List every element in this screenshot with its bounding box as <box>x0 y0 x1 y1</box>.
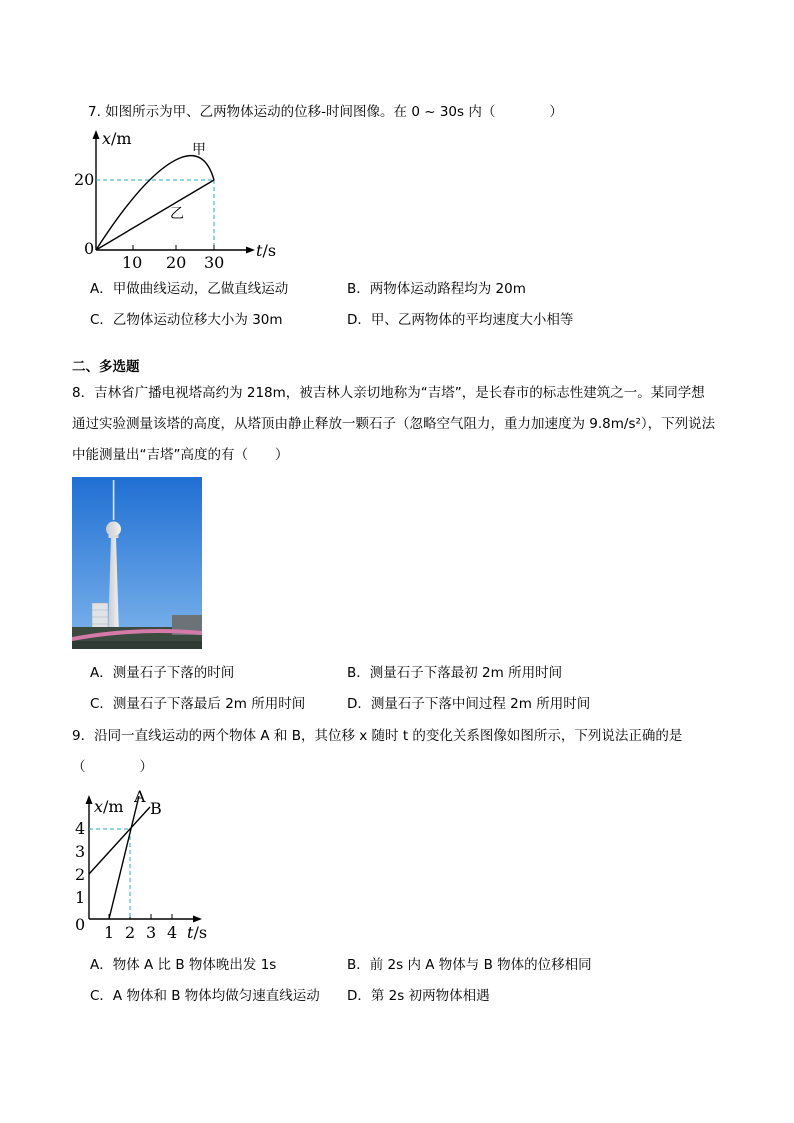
q9-line-b <box>89 807 150 874</box>
q7-label-jia: 甲 <box>192 142 206 158</box>
q9-y-tick-4: 4 <box>75 819 86 838</box>
svg-text:x/m <box>102 129 132 148</box>
q7-graph <box>74 128 300 274</box>
q7-option-b: B．两物体运动路程均为 20m <box>347 281 526 297</box>
q7-line-yi <box>96 180 214 250</box>
q7-x-arrow <box>246 247 255 254</box>
q8-option-c: C．测量石子下落最后 2m 所用时间 <box>90 696 306 712</box>
q9-option-a: A．物体 A 比 B 物体晚出发 1s <box>90 957 277 973</box>
q7-curve-jia <box>96 156 214 250</box>
q7-label-yi: 乙 <box>170 206 184 222</box>
q7-y-tick-20: 20 <box>74 170 95 189</box>
section-title-multi-choice: 二、多选题 <box>72 359 140 375</box>
q9-x-tick-4: 4 <box>167 923 178 942</box>
q8-option-d: D．测量石子下落中间过程 2m 所用时间 <box>347 696 591 712</box>
q8-option-b: B．测量石子下落最初 2m 所用时间 <box>347 665 563 681</box>
q9-graph <box>72 786 222 946</box>
q8-stem-line3: 中能测量出“吉塔”高度的有（ ） <box>72 447 289 463</box>
q9-option-c: C．A 物体和 B 物体均做匀速直线运动 <box>90 988 320 1004</box>
q9-x-unit: /s <box>193 923 208 942</box>
q9-x-tick-2: 2 <box>125 923 136 942</box>
q9-y-tick-2: 2 <box>75 865 86 884</box>
q9-origin: 0 <box>75 915 86 934</box>
q9-option-b: B．前 2s 内 A 物体与 B 物体的位移相同 <box>347 957 592 973</box>
svg-text:t/s <box>256 241 276 260</box>
q9-option-d: D．第 2s 初两物体相遇 <box>347 988 490 1004</box>
tower-sphere <box>106 522 121 537</box>
q8-stem-line2: 通过实验测量该塔的高度，从塔顶由静止释放一颗石子（忽略空气阻力，重力加速度为 9.8m/s²），下列说法 <box>72 416 716 432</box>
q7-stem: 7. 如图所示为甲、乙两物体运动的位移-时间图像。在 0 ~ 30s 内（ ） <box>88 104 563 120</box>
q9-y-tick-3: 3 <box>75 842 86 861</box>
q9-label-b: B <box>150 799 162 818</box>
q9-y-arrow <box>86 795 93 804</box>
q7-origin: 0 <box>84 239 95 258</box>
svg-text:x/m <box>94 797 124 816</box>
q7-x-unit: /s <box>262 241 277 260</box>
tv-tower-photo <box>72 477 202 649</box>
q9-x-var: t <box>187 923 194 942</box>
svg-text:t/s <box>187 923 207 942</box>
q7-x-tick-20: 20 <box>166 253 187 272</box>
q7-option-a: A．甲做曲线运动，乙做直线运动 <box>90 281 289 297</box>
q8-stem-line1: 8．吉林省广播电视塔高约为 218m，被吉林人亲切地称为“吉塔”，是长春市的标志性建筑之一。某同学想 <box>72 385 705 401</box>
q7-x-tick-30: 30 <box>204 253 225 272</box>
q9-stem-line1: 9．沿同一直线运动的两个物体 A 和 B，其位移 x 随时 t 的变化关系图像如图所示，下列说法正确的是 <box>72 728 683 744</box>
q7-x-tick-10: 10 <box>122 253 143 272</box>
q7-x-var: t <box>256 241 263 260</box>
q9-label-a: A <box>134 787 146 806</box>
q9-y-tick-1: 1 <box>75 888 86 907</box>
q7-option-d: D．甲、乙两物体的平均速度大小相等 <box>347 312 574 328</box>
q9-y-var: x <box>94 797 104 816</box>
q7-y-unit: /m <box>111 129 132 148</box>
q9-x-tick-1: 1 <box>104 923 115 942</box>
q9-x-tick-3: 3 <box>146 923 157 942</box>
q9-x-arrow <box>193 916 202 923</box>
q8-option-a: A．测量石子下落的时间 <box>90 665 235 681</box>
q7-option-c: C．乙物体运动位移大小为 30m <box>90 312 283 328</box>
q7-y-arrow <box>93 130 100 139</box>
tower-antenna <box>113 480 115 520</box>
q7-y-var: x <box>102 129 112 148</box>
q9-stem-line2: （ ） <box>72 759 153 775</box>
q9-y-unit: /m <box>103 797 124 816</box>
